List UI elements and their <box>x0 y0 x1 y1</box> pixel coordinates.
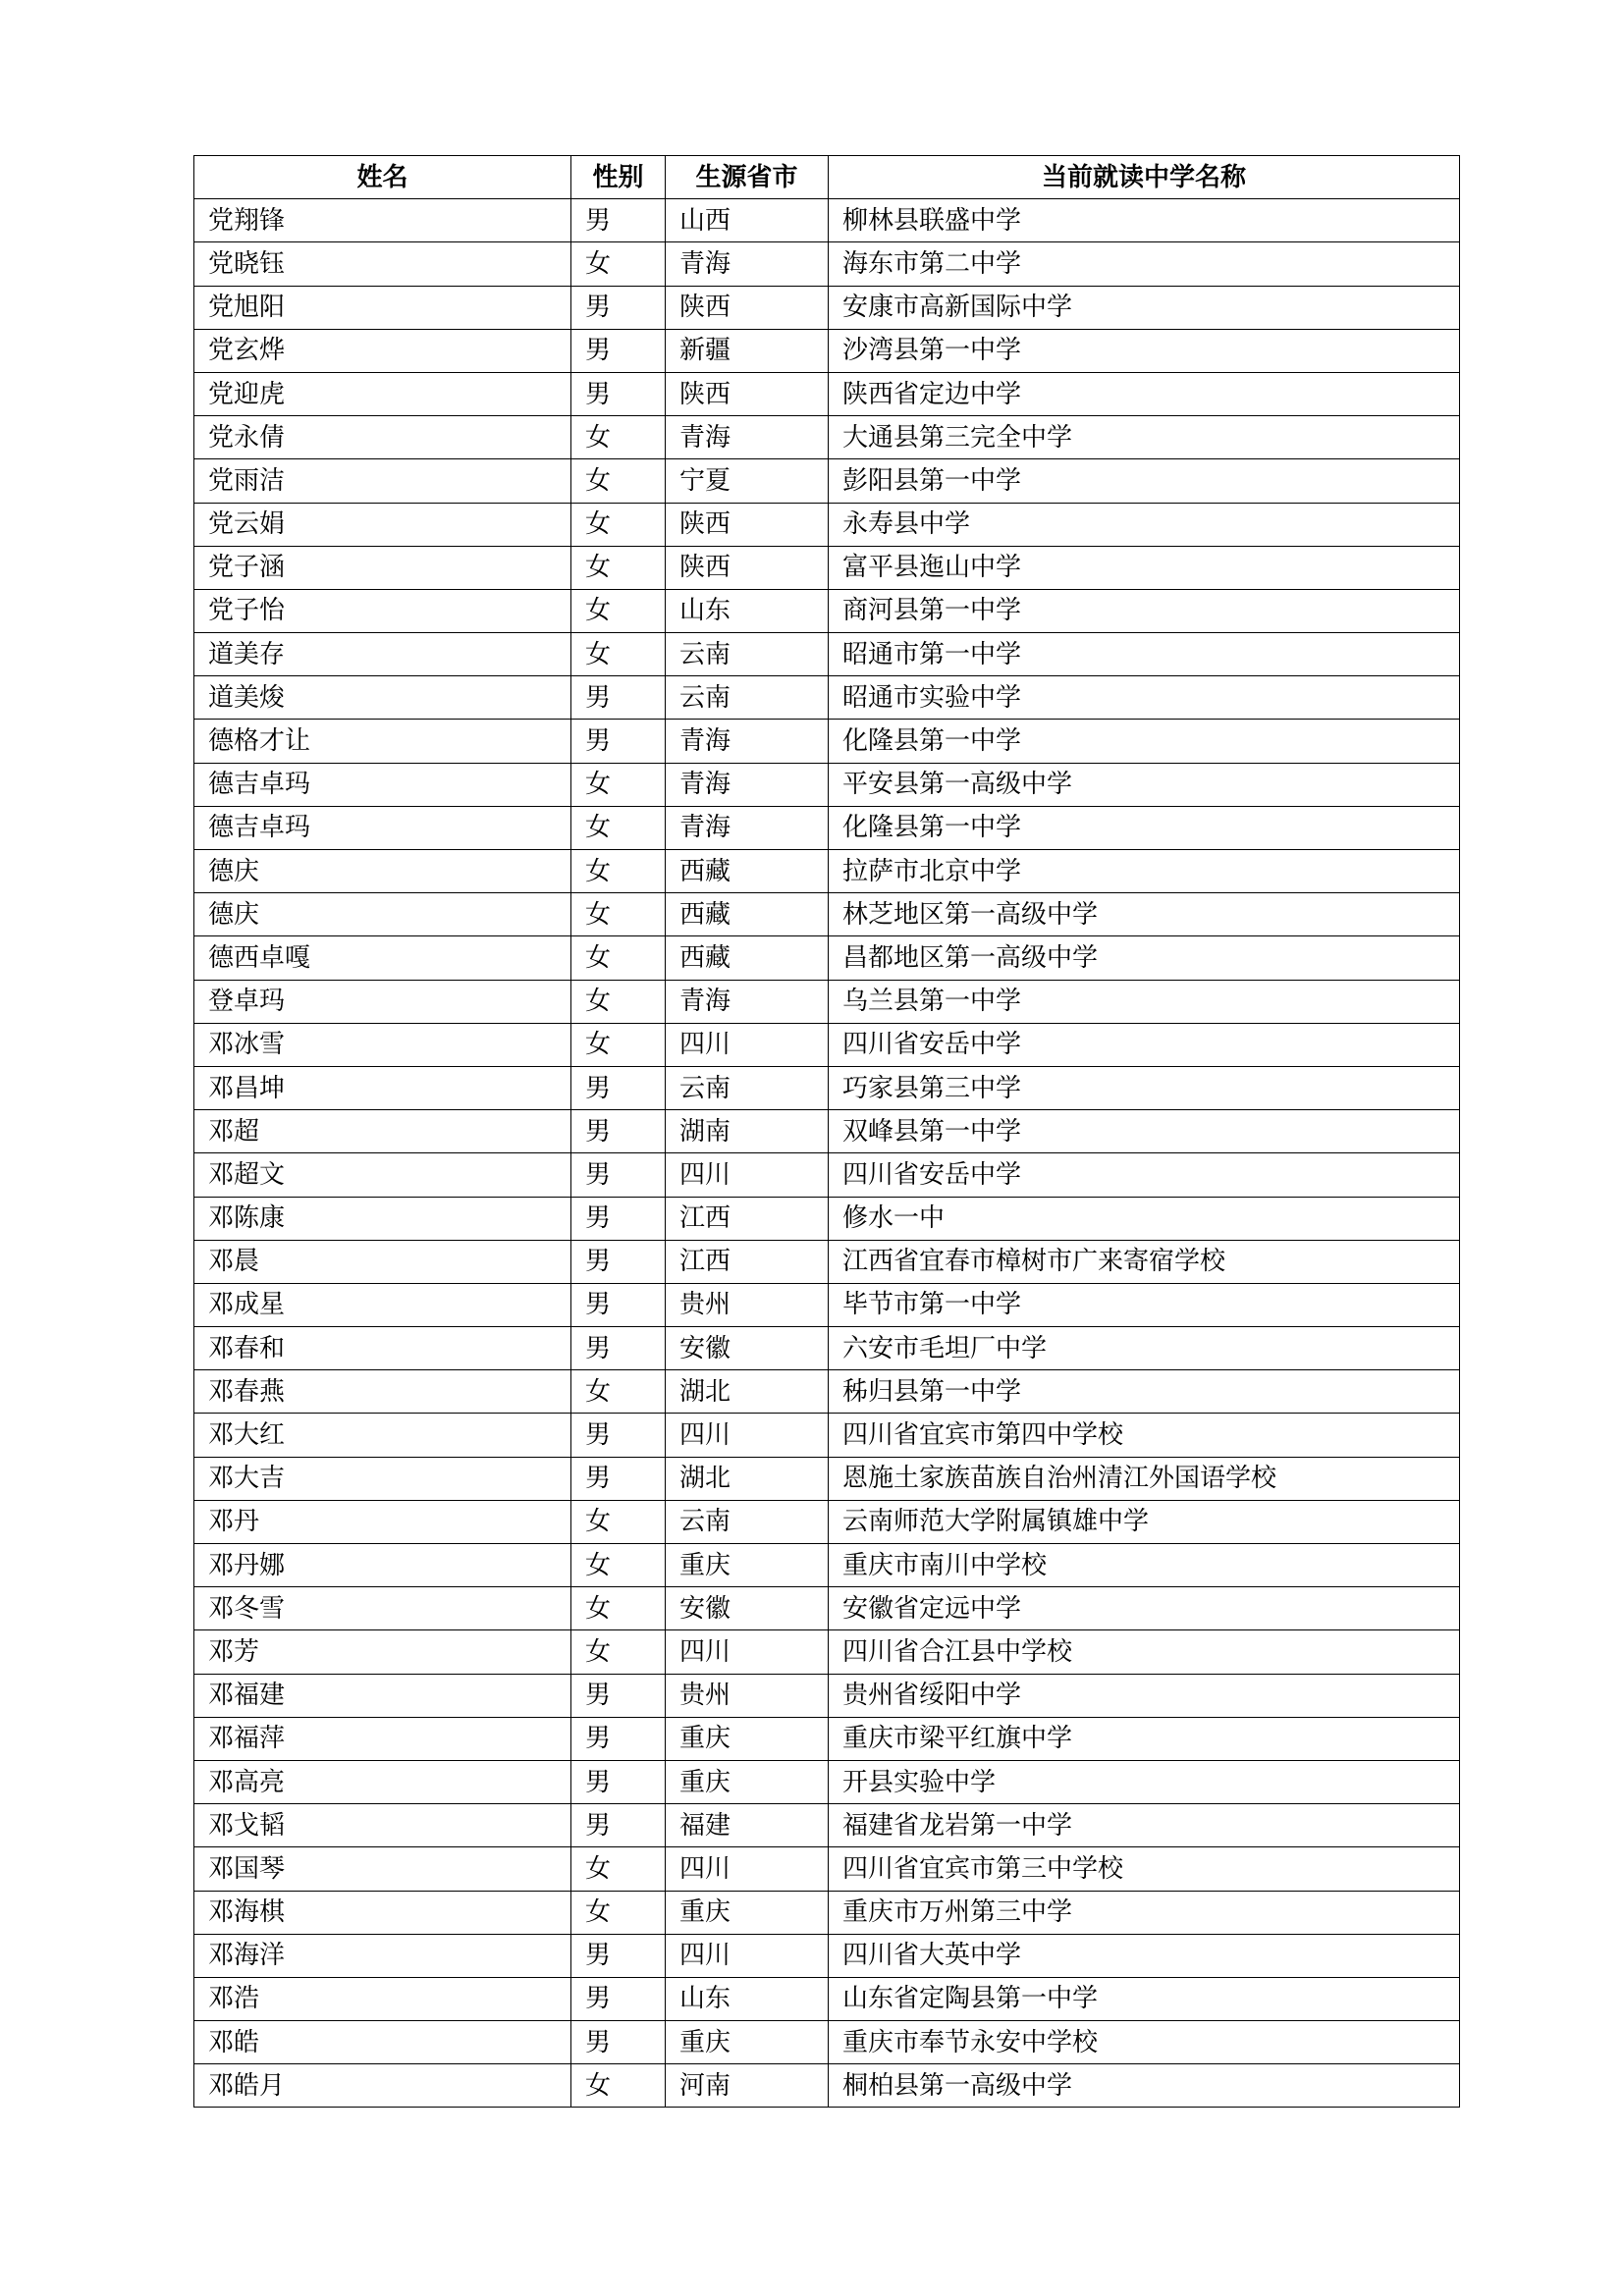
cell-name: 邓高亮 <box>194 1760 571 1803</box>
table-row <box>194 286 1460 329</box>
cell-name: 邓冰雪 <box>194 1023 571 1066</box>
cell-province: 河南 <box>666 2064 829 2108</box>
header-gender: 性别 <box>571 156 666 199</box>
cell-school: 四川省宜宾市第四中学校 <box>829 1414 1460 1457</box>
cell-school: 化隆县第一中学 <box>829 720 1460 763</box>
cell-gender: 男 <box>571 1066 666 1109</box>
cell-school: 毕节市第一中学 <box>829 1283 1460 1326</box>
cell-gender: 男 <box>571 1934 666 1977</box>
cell-gender: 女 <box>571 503 666 546</box>
cell-province: 西藏 <box>666 893 829 936</box>
table-row <box>194 1023 1460 1066</box>
cell-school: 四川省安岳中学 <box>829 1023 1460 1066</box>
cell-province: 重庆 <box>666 1717 829 1760</box>
cell-school: 大通县第三完全中学 <box>829 416 1460 459</box>
cell-gender: 男 <box>571 1977 666 2020</box>
cell-province: 重庆 <box>666 1891 829 1934</box>
cell-gender: 男 <box>571 676 666 720</box>
cell-province: 青海 <box>666 763 829 806</box>
cell-province: 四川 <box>666 1630 829 1674</box>
table-row <box>194 763 1460 806</box>
cell-school: 乌兰县第一中学 <box>829 980 1460 1023</box>
cell-name: 邓冬雪 <box>194 1587 571 1630</box>
cell-province: 贵州 <box>666 1283 829 1326</box>
cell-gender: 男 <box>571 720 666 763</box>
cell-name: 德庆 <box>194 893 571 936</box>
cell-school: 商河县第一中学 <box>829 589 1460 632</box>
table-row <box>194 1977 1460 2020</box>
cell-gender: 男 <box>571 329 666 372</box>
cell-province: 山东 <box>666 1977 829 2020</box>
cell-province: 陕西 <box>666 546 829 589</box>
cell-province: 云南 <box>666 633 829 676</box>
cell-gender: 女 <box>571 1587 666 1630</box>
table-row <box>194 1066 1460 1109</box>
table-row <box>194 850 1460 893</box>
cell-name: 邓大吉 <box>194 1457 571 1500</box>
table-body <box>194 199 1460 2108</box>
cell-school: 重庆市奉节永安中学校 <box>829 2021 1460 2064</box>
cell-province: 重庆 <box>666 1544 829 1587</box>
cell-name: 邓成星 <box>194 1283 571 1326</box>
cell-gender: 女 <box>571 1544 666 1587</box>
cell-gender: 男 <box>571 372 666 415</box>
cell-school: 山东省定陶县第一中学 <box>829 1977 1460 2020</box>
cell-school: 富平县迤山中学 <box>829 546 1460 589</box>
cell-province: 四川 <box>666 1414 829 1457</box>
table-row <box>194 1414 1460 1457</box>
cell-school: 双峰县第一中学 <box>829 1110 1460 1153</box>
cell-name: 邓丹娜 <box>194 1544 571 1587</box>
cell-name: 邓浩 <box>194 1977 571 2020</box>
header-name: 姓名 <box>194 156 571 199</box>
cell-name: 党翔锋 <box>194 199 571 242</box>
cell-school: 昭通市第一中学 <box>829 633 1460 676</box>
cell-name: 道美焌 <box>194 676 571 720</box>
cell-province: 青海 <box>666 242 829 286</box>
table-row <box>194 806 1460 849</box>
cell-gender: 男 <box>571 1197 666 1240</box>
table-row <box>194 1760 1460 1803</box>
cell-gender: 女 <box>571 242 666 286</box>
cell-school: 化隆县第一中学 <box>829 806 1460 849</box>
cell-name: 邓昌坤 <box>194 1066 571 1109</box>
cell-school: 平安县第一高级中学 <box>829 763 1460 806</box>
table-row <box>194 1153 1460 1197</box>
cell-school: 重庆市梁平红旗中学 <box>829 1717 1460 1760</box>
cell-name: 邓海棋 <box>194 1891 571 1934</box>
cell-name: 邓戈韬 <box>194 1804 571 1847</box>
cell-name: 党雨洁 <box>194 459 571 503</box>
cell-name: 邓春和 <box>194 1327 571 1370</box>
cell-province: 云南 <box>666 1500 829 1543</box>
cell-province: 西藏 <box>666 936 829 980</box>
cell-province: 陕西 <box>666 286 829 329</box>
cell-name: 党子怡 <box>194 589 571 632</box>
cell-gender: 女 <box>571 2064 666 2108</box>
cell-gender: 男 <box>571 1283 666 1326</box>
cell-school: 修水一中 <box>829 1197 1460 1240</box>
cell-province: 安徽 <box>666 1327 829 1370</box>
cell-gender: 男 <box>571 1414 666 1457</box>
table-row <box>194 1804 1460 1847</box>
cell-name: 党旭阳 <box>194 286 571 329</box>
table-row <box>194 1197 1460 1240</box>
cell-school: 重庆市万州第三中学 <box>829 1891 1460 1934</box>
cell-province: 湖北 <box>666 1457 829 1500</box>
cell-gender: 女 <box>571 416 666 459</box>
cell-name: 邓福萍 <box>194 1717 571 1760</box>
cell-province: 重庆 <box>666 1760 829 1803</box>
cell-gender: 女 <box>571 589 666 632</box>
table-row <box>194 1847 1460 1891</box>
cell-school: 四川省安岳中学 <box>829 1153 1460 1197</box>
cell-name: 邓国琴 <box>194 1847 571 1891</box>
table-row <box>194 589 1460 632</box>
cell-gender: 男 <box>571 1110 666 1153</box>
table-row <box>194 1370 1460 1414</box>
cell-school: 江西省宜春市樟树市广来寄宿学校 <box>829 1240 1460 1283</box>
cell-province: 云南 <box>666 1066 829 1109</box>
cell-school: 四川省合江县中学校 <box>829 1630 1460 1674</box>
cell-province: 山西 <box>666 199 829 242</box>
cell-school: 安徽省定远中学 <box>829 1587 1460 1630</box>
cell-name: 邓晨 <box>194 1240 571 1283</box>
cell-school: 彭阳县第一中学 <box>829 459 1460 503</box>
table-row <box>194 1630 1460 1674</box>
cell-gender: 女 <box>571 980 666 1023</box>
cell-name: 党子涵 <box>194 546 571 589</box>
cell-school: 秭归县第一中学 <box>829 1370 1460 1414</box>
table-row <box>194 329 1460 372</box>
table-row <box>194 1240 1460 1283</box>
cell-province: 青海 <box>666 806 829 849</box>
table-row <box>194 199 1460 242</box>
cell-province: 四川 <box>666 1934 829 1977</box>
cell-school: 安康市高新国际中学 <box>829 286 1460 329</box>
cell-school: 永寿县中学 <box>829 503 1460 546</box>
cell-province: 陕西 <box>666 503 829 546</box>
cell-name: 党晓钰 <box>194 242 571 286</box>
table-row <box>194 1934 1460 1977</box>
cell-province: 福建 <box>666 1804 829 1847</box>
cell-gender: 女 <box>571 1891 666 1934</box>
cell-school: 柳林县联盛中学 <box>829 199 1460 242</box>
student-table <box>193 155 1460 2108</box>
table-row <box>194 893 1460 936</box>
cell-name: 党永倩 <box>194 416 571 459</box>
table-row <box>194 1717 1460 1760</box>
cell-school: 巧家县第三中学 <box>829 1066 1460 1109</box>
header-school: 当前就读中学名称 <box>829 156 1460 199</box>
table-row <box>194 1674 1460 1717</box>
cell-school: 海东市第二中学 <box>829 242 1460 286</box>
cell-province: 青海 <box>666 416 829 459</box>
table-row <box>194 1283 1460 1326</box>
cell-province: 青海 <box>666 980 829 1023</box>
cell-province: 云南 <box>666 676 829 720</box>
table-row <box>194 459 1460 503</box>
cell-province: 新疆 <box>666 329 829 372</box>
cell-gender: 女 <box>571 763 666 806</box>
cell-province: 安徽 <box>666 1587 829 1630</box>
cell-school: 恩施土家族苗族自治州清江外国语学校 <box>829 1457 1460 1500</box>
cell-gender: 女 <box>571 459 666 503</box>
table-row <box>194 720 1460 763</box>
cell-province: 四川 <box>666 1153 829 1197</box>
table-row <box>194 503 1460 546</box>
cell-name: 邓超文 <box>194 1153 571 1197</box>
cell-province: 四川 <box>666 1847 829 1891</box>
cell-name: 邓皓月 <box>194 2064 571 2108</box>
table-row <box>194 546 1460 589</box>
cell-gender: 男 <box>571 1457 666 1500</box>
table-row <box>194 372 1460 415</box>
table-row <box>194 242 1460 286</box>
cell-province: 湖南 <box>666 1110 829 1153</box>
cell-name: 德西卓嘎 <box>194 936 571 980</box>
cell-name: 党云娟 <box>194 503 571 546</box>
cell-gender: 女 <box>571 1370 666 1414</box>
table-row <box>194 1500 1460 1543</box>
cell-province: 西藏 <box>666 850 829 893</box>
cell-school: 重庆市南川中学校 <box>829 1544 1460 1587</box>
cell-gender: 女 <box>571 1847 666 1891</box>
cell-name: 邓福建 <box>194 1674 571 1717</box>
cell-gender: 女 <box>571 936 666 980</box>
cell-province: 山东 <box>666 589 829 632</box>
cell-gender: 男 <box>571 1327 666 1370</box>
cell-gender: 男 <box>571 1717 666 1760</box>
cell-school: 昭通市实验中学 <box>829 676 1460 720</box>
cell-gender: 女 <box>571 1630 666 1674</box>
cell-school: 福建省龙岩第一中学 <box>829 1804 1460 1847</box>
table-row <box>194 2064 1460 2108</box>
cell-name: 德庆 <box>194 850 571 893</box>
cell-gender: 女 <box>571 1500 666 1543</box>
cell-gender: 女 <box>571 850 666 893</box>
cell-gender: 女 <box>571 633 666 676</box>
table-row <box>194 1327 1460 1370</box>
cell-province: 重庆 <box>666 2021 829 2064</box>
cell-gender: 男 <box>571 1153 666 1197</box>
cell-province: 青海 <box>666 720 829 763</box>
cell-school: 贵州省绥阳中学 <box>829 1674 1460 1717</box>
cell-name: 德吉卓玛 <box>194 763 571 806</box>
cell-province: 江西 <box>666 1240 829 1283</box>
cell-name: 邓皓 <box>194 2021 571 2064</box>
cell-name: 党迎虎 <box>194 372 571 415</box>
cell-gender: 男 <box>571 1804 666 1847</box>
cell-name: 党玄烨 <box>194 329 571 372</box>
cell-school: 六安市毛坦厂中学 <box>829 1327 1460 1370</box>
table-row <box>194 1587 1460 1630</box>
cell-name: 德吉卓玛 <box>194 806 571 849</box>
cell-name: 邓陈康 <box>194 1197 571 1240</box>
header-province: 生源省市 <box>666 156 829 199</box>
cell-gender: 女 <box>571 546 666 589</box>
table-row <box>194 980 1460 1023</box>
table-row <box>194 1110 1460 1153</box>
cell-name: 邓大红 <box>194 1414 571 1457</box>
cell-name: 登卓玛 <box>194 980 571 1023</box>
table-row <box>194 676 1460 720</box>
table-row <box>194 416 1460 459</box>
cell-school: 昌都地区第一高级中学 <box>829 936 1460 980</box>
cell-school: 沙湾县第一中学 <box>829 329 1460 372</box>
cell-name: 邓春燕 <box>194 1370 571 1414</box>
cell-name: 邓芳 <box>194 1630 571 1674</box>
cell-gender: 男 <box>571 2021 666 2064</box>
table-row <box>194 936 1460 980</box>
table-row <box>194 1891 1460 1934</box>
table-row <box>194 633 1460 676</box>
cell-gender: 女 <box>571 1023 666 1066</box>
cell-school: 四川省宜宾市第三中学校 <box>829 1847 1460 1891</box>
cell-gender: 男 <box>571 1240 666 1283</box>
cell-gender: 男 <box>571 1674 666 1717</box>
table-header-row <box>194 156 1460 199</box>
cell-name: 邓丹 <box>194 1500 571 1543</box>
cell-province: 贵州 <box>666 1674 829 1717</box>
table-row <box>194 1457 1460 1500</box>
table-row <box>194 1544 1460 1587</box>
cell-province: 陕西 <box>666 372 829 415</box>
cell-name: 德格才让 <box>194 720 571 763</box>
cell-gender: 男 <box>571 199 666 242</box>
cell-province: 湖北 <box>666 1370 829 1414</box>
cell-name: 邓超 <box>194 1110 571 1153</box>
cell-school: 陕西省定边中学 <box>829 372 1460 415</box>
cell-gender: 女 <box>571 806 666 849</box>
cell-gender: 男 <box>571 1760 666 1803</box>
cell-province: 宁夏 <box>666 459 829 503</box>
cell-name: 邓海洋 <box>194 1934 571 1977</box>
cell-school: 桐柏县第一高级中学 <box>829 2064 1460 2108</box>
cell-school: 云南师范大学附属镇雄中学 <box>829 1500 1460 1543</box>
cell-province: 江西 <box>666 1197 829 1240</box>
cell-school: 四川省大英中学 <box>829 1934 1460 1977</box>
table-row <box>194 2021 1460 2064</box>
cell-gender: 女 <box>571 893 666 936</box>
cell-school: 开县实验中学 <box>829 1760 1460 1803</box>
cell-gender: 男 <box>571 286 666 329</box>
cell-name: 道美存 <box>194 633 571 676</box>
cell-school: 林芝地区第一高级中学 <box>829 893 1460 936</box>
cell-school: 拉萨市北京中学 <box>829 850 1460 893</box>
cell-province: 四川 <box>666 1023 829 1066</box>
